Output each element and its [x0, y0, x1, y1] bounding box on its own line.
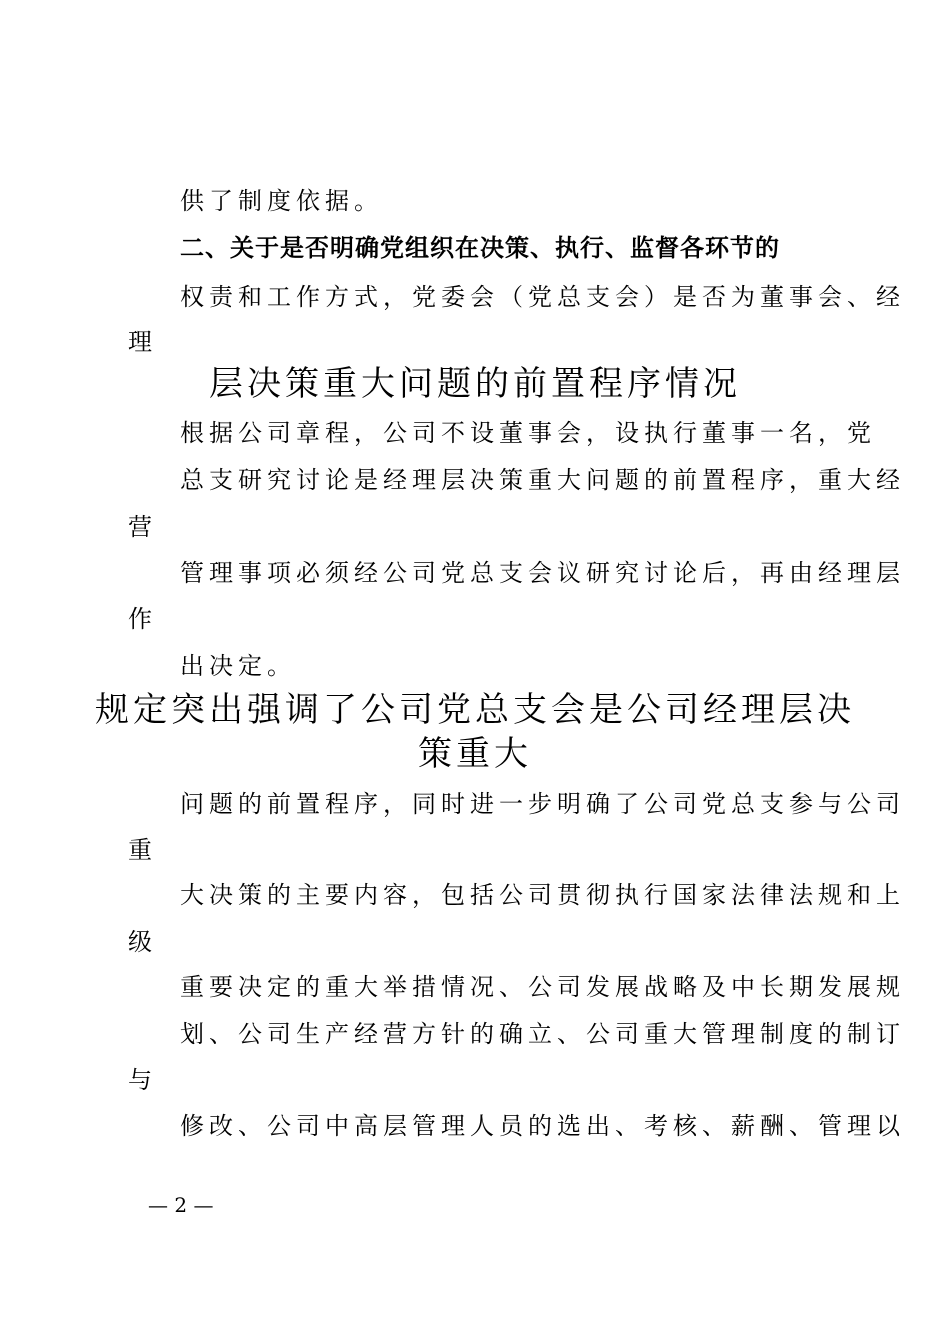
text-line: 总支研究讨论是经理层决策重大问题的前置程序，重大经	[180, 466, 905, 494]
page-number: — 2 —	[148, 1193, 214, 1217]
text-line: 管理事项必须经公司党总支会议研究讨论后，再由经理层	[180, 559, 905, 587]
text-line: 修改、公司中高层管理人员的选出、考核、薪酬、管理以	[180, 1112, 905, 1140]
text-line: 重	[128, 836, 157, 864]
text-line: 划、公司生产经营方针的确立、公司重大管理制度的制订	[180, 1020, 905, 1048]
text-line: 出决定。	[180, 652, 296, 680]
text-line: 营	[128, 513, 157, 541]
text-line: 理	[128, 328, 157, 356]
large-text-line: 策重大	[418, 734, 532, 774]
text-line: 权责和工作方式，党委会（党总支会）是否为董事会、经	[180, 283, 905, 311]
text-line: 作	[128, 605, 157, 633]
large-text-line: 规定突出强调了公司党总支会是公司经理层决	[95, 690, 855, 730]
text-line: 级	[128, 928, 157, 956]
text-line: 大决策的主要内容，包括公司贯彻执行国家法律法规和上	[180, 881, 905, 909]
text-line: 重要决定的重大举措情况、公司发展战略及中长期发展规	[180, 973, 905, 1001]
text-line: 供了制度依据。	[180, 187, 383, 215]
large-text-line: 层决策重大问题的前置程序情况	[209, 364, 741, 404]
section-heading: 二、关于是否明确党组织在决策、执行、监督各环节的	[180, 234, 780, 262]
text-line: 问题的前置程序，同时进一步明确了公司党总支参与公司	[180, 790, 905, 818]
text-line: 根据公司章程，公司不设董事会，设执行董事一名，党	[180, 419, 876, 447]
text-line: 与	[128, 1066, 157, 1094]
